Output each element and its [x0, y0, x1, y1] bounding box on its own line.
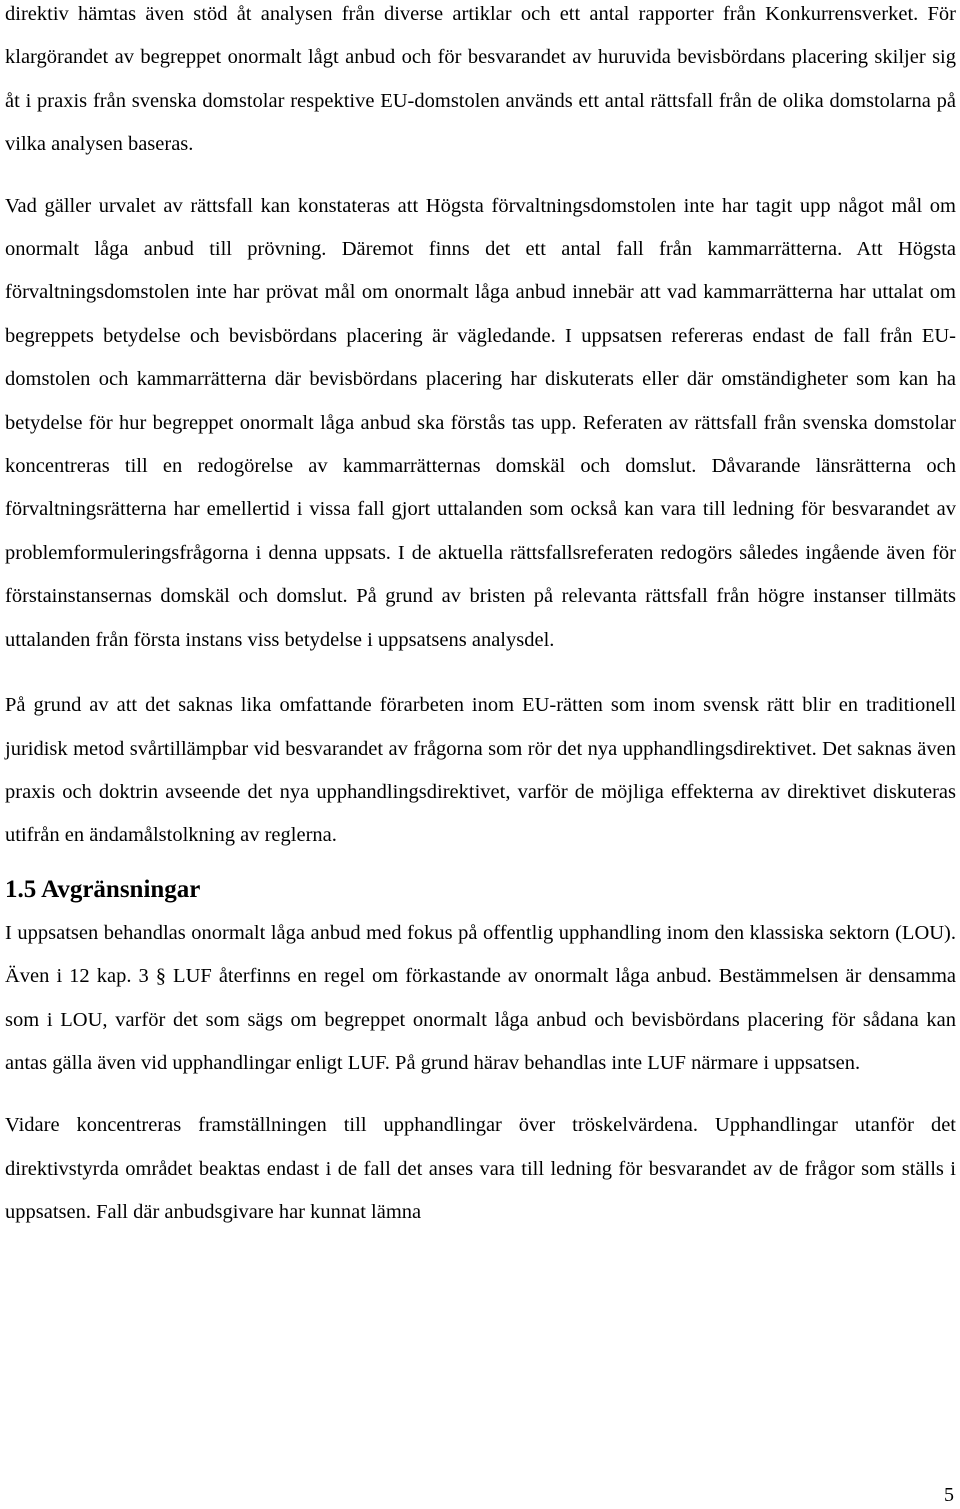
section-heading — [5, 872, 956, 908]
section-title: Avgränsningar — [41, 875, 201, 903]
paragraph-case-selection: Vad gäller urvalet av rättsfall kan konstateras att Högsta förvaltningsdomstolen inte har tagit upp något mål om onormalt låga anbud till prövning. Däremot finns det ett antal fall från kammarrätterna. Att Högsta förvaltningsdomstolen inte har prövat mål om onormalt låga anbud innebär att vad kammarrätterna har uttalat om begreppets betydelse och bevisbördans placering är vägledande. I uppsatsen refereras endast de fall från EU-domstolen och kammarrätterna där bevisbördans placering har diskuterats eller där omständigheter som kan ha betydelse för hur begreppet onormalt låga anbud ska förstås tas upp. Referaten av rättsfall från svenska domstolar koncentreras till en redogörelse av kammarrätternas domskäl och domslut. Dåvarande länsrätterna och förvaltningsrätterna har emellertid i vissa fall gjort uttalanden som också kan vara till ledning för besvarandet av problemformuleringsfrågorna i denna uppsats. I de aktuella rättsfallsreferaten redogörs således ingående även för förstainstansernas domskäl och domslut. På grund av bristen på relevanta rättsfall från högre instanser tillmäts uttalanden från första instans viss betydelse i uppsatsens analysdel. — [5, 194, 956, 651]
paragraph-eu-method: På grund av att det saknas lika omfattande förarbeten inom EU-rätten som inom svensk rätt blir en traditionell juridisk metod svårtillämpbar vid besvarandet av frågorna som rör det nya upphandlingsdirektivet. Det saknas även praxis och doktrin avseende det nya upphandlingsdirektivet, varför de möjliga effekterna av direktivet diskuteras utifrån en ändamålstolkning av reglerna. — [5, 694, 956, 847]
paragraph-methods-sources: direktiv hämtas även stöd åt analysen från diverse artiklar och ett antal rapporter från Konkurrensverket. För klargörandet av begreppet onormalt lågt anbud och för besvarandet av huruvida bevisbördans placering skiljer sig åt i praxis från svenska domstolar respektive EU-domstolen används ett antal rättsfall från de olika domstolarna på vilka analysen baseras. — [5, 3, 956, 156]
section-number: 1.5 — [5, 875, 37, 903]
paragraph-scope-lou: I uppsatsen behandlas onormalt låga anbud med fokus på offentlig upphandling inom den klassiska sektorn (LOU). Även i 12 kap. 3 § LUF återfinns en regel om förkastande av onormalt låga anbud. Bestämmelsen är densamma som i LOU, varför det som sägs om begreppet onormalt låga anbud och bevisbördans placering för sådana kan antas gälla även vid upphandlingar enligt LUF. På grund härav behandlas inte LUF närmare i uppsatsen. — [5, 921, 956, 1074]
page-number: 5 — [944, 1484, 954, 1506]
paragraph-scope-thresholds: Vidare koncentreras framställningen till upphandlingar över tröskelvärdena. Upphandlingar utanför det direktivstyrda området beaktas endast i de fall det anses vara till ledning för besvarandet av de frågor som ställs i uppsatsen. Fall där anbudsgivare har kunnat lämna — [5, 1114, 956, 1224]
document-page — [5, 0, 956, 1235]
